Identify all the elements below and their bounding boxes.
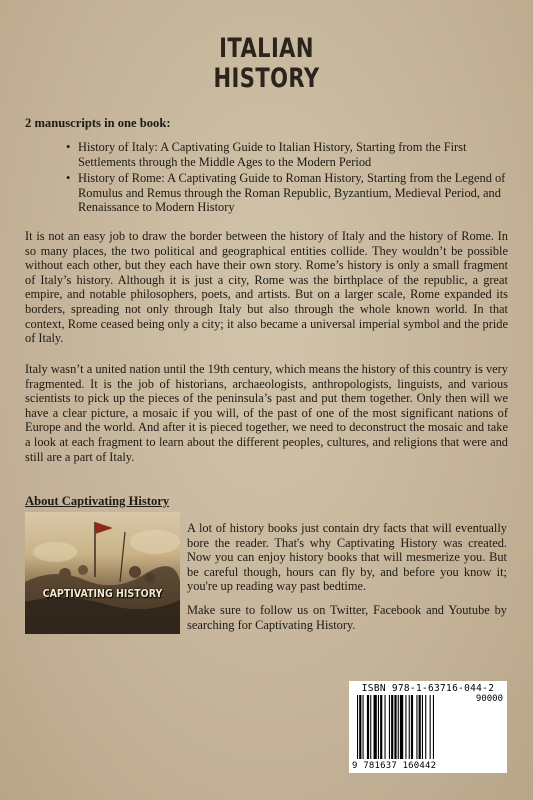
bullet: • [66,171,71,186]
isbn-label: ISBN 978-1-63716-044-2 [361,683,495,694]
follow-text: Make sure to follow us on Twitter, Facebook and Youtube by searching for Captivating History. [187,603,507,632]
title-line-1: ITALIAN [219,33,314,64]
painting-illustration [25,512,180,634]
barcode-bars [355,695,465,761]
barcode-digits: 9 781637 160442 [352,761,437,771]
manuscripts-heading: 2 manuscripts in one book: [25,116,171,130]
about-heading: About Captivating History [25,494,170,508]
about-text: A lot of history books just contain dry facts that will eventually bore the reader. That's why Captivating History was created. Now you can enjoy history books that will mesmerize you. But be careful though, hours can fly by, and before you know it; you're up reading way past bedtime. [187,521,507,594]
barcode-box [349,681,507,773]
price-code: 90000 [475,694,503,704]
list-item [66,171,516,215]
list-item [66,140,516,169]
painting-label: CAPTIVATING HISTORY [42,588,163,600]
manuscripts-list [66,140,516,217]
battle-painting [25,512,180,634]
title-line-2: HISTORY [213,63,320,94]
manuscript-title: History of Rome: A Captivating Guide to Roman History, Starting from the Legend of Romulus and Remus through the Roman Republic, Byzantium, Medieval Period, and Renaissance to Modern History [78,171,506,215]
body-paragraph-2: Italy wasn’t a united nation until the 19th century, which means the history of this country is very fragmented. It is the job of historians, archaeologists, anthropologists, linguists, and various scientists to pick up the pieces of the peninsula’s past and put them together. Only then will we have a clear picture, a mosaic if you will, of the past of one of the most significant nations of Europe and the world. And after it is pieced together, we need to deconstruct the mosaic and take a look at each fragment to learn about the different peoples, cultures, and religions that were and still are a part of Italy. [25,362,508,464]
manuscript-title: History of Italy: A Captivating Guide to Italian History, Starting from the First Settlements through the Middle Ages to the Modern Period [78,140,467,169]
bullet: • [66,140,71,154]
body-paragraph-1: It is not an easy job to draw the border between the history of Italy and the history of Rome. In so many places, the two political and geographical entities collide. They wouldn’t be possible without each other, but they each have their own story. Rome’s history is only a small fragment of Italy’s history. Although it is just a city, Rome was the birthplace of the republic, a great empire, and notable philosophers, poets, and artists. But on a larger scale, Rome expanded its borders, spreading not only through Italy but also through the whole known world. In that context, Rome ceased being only a city; it also became a universal imperial symbol and the pride of Italy. [25,229,508,346]
